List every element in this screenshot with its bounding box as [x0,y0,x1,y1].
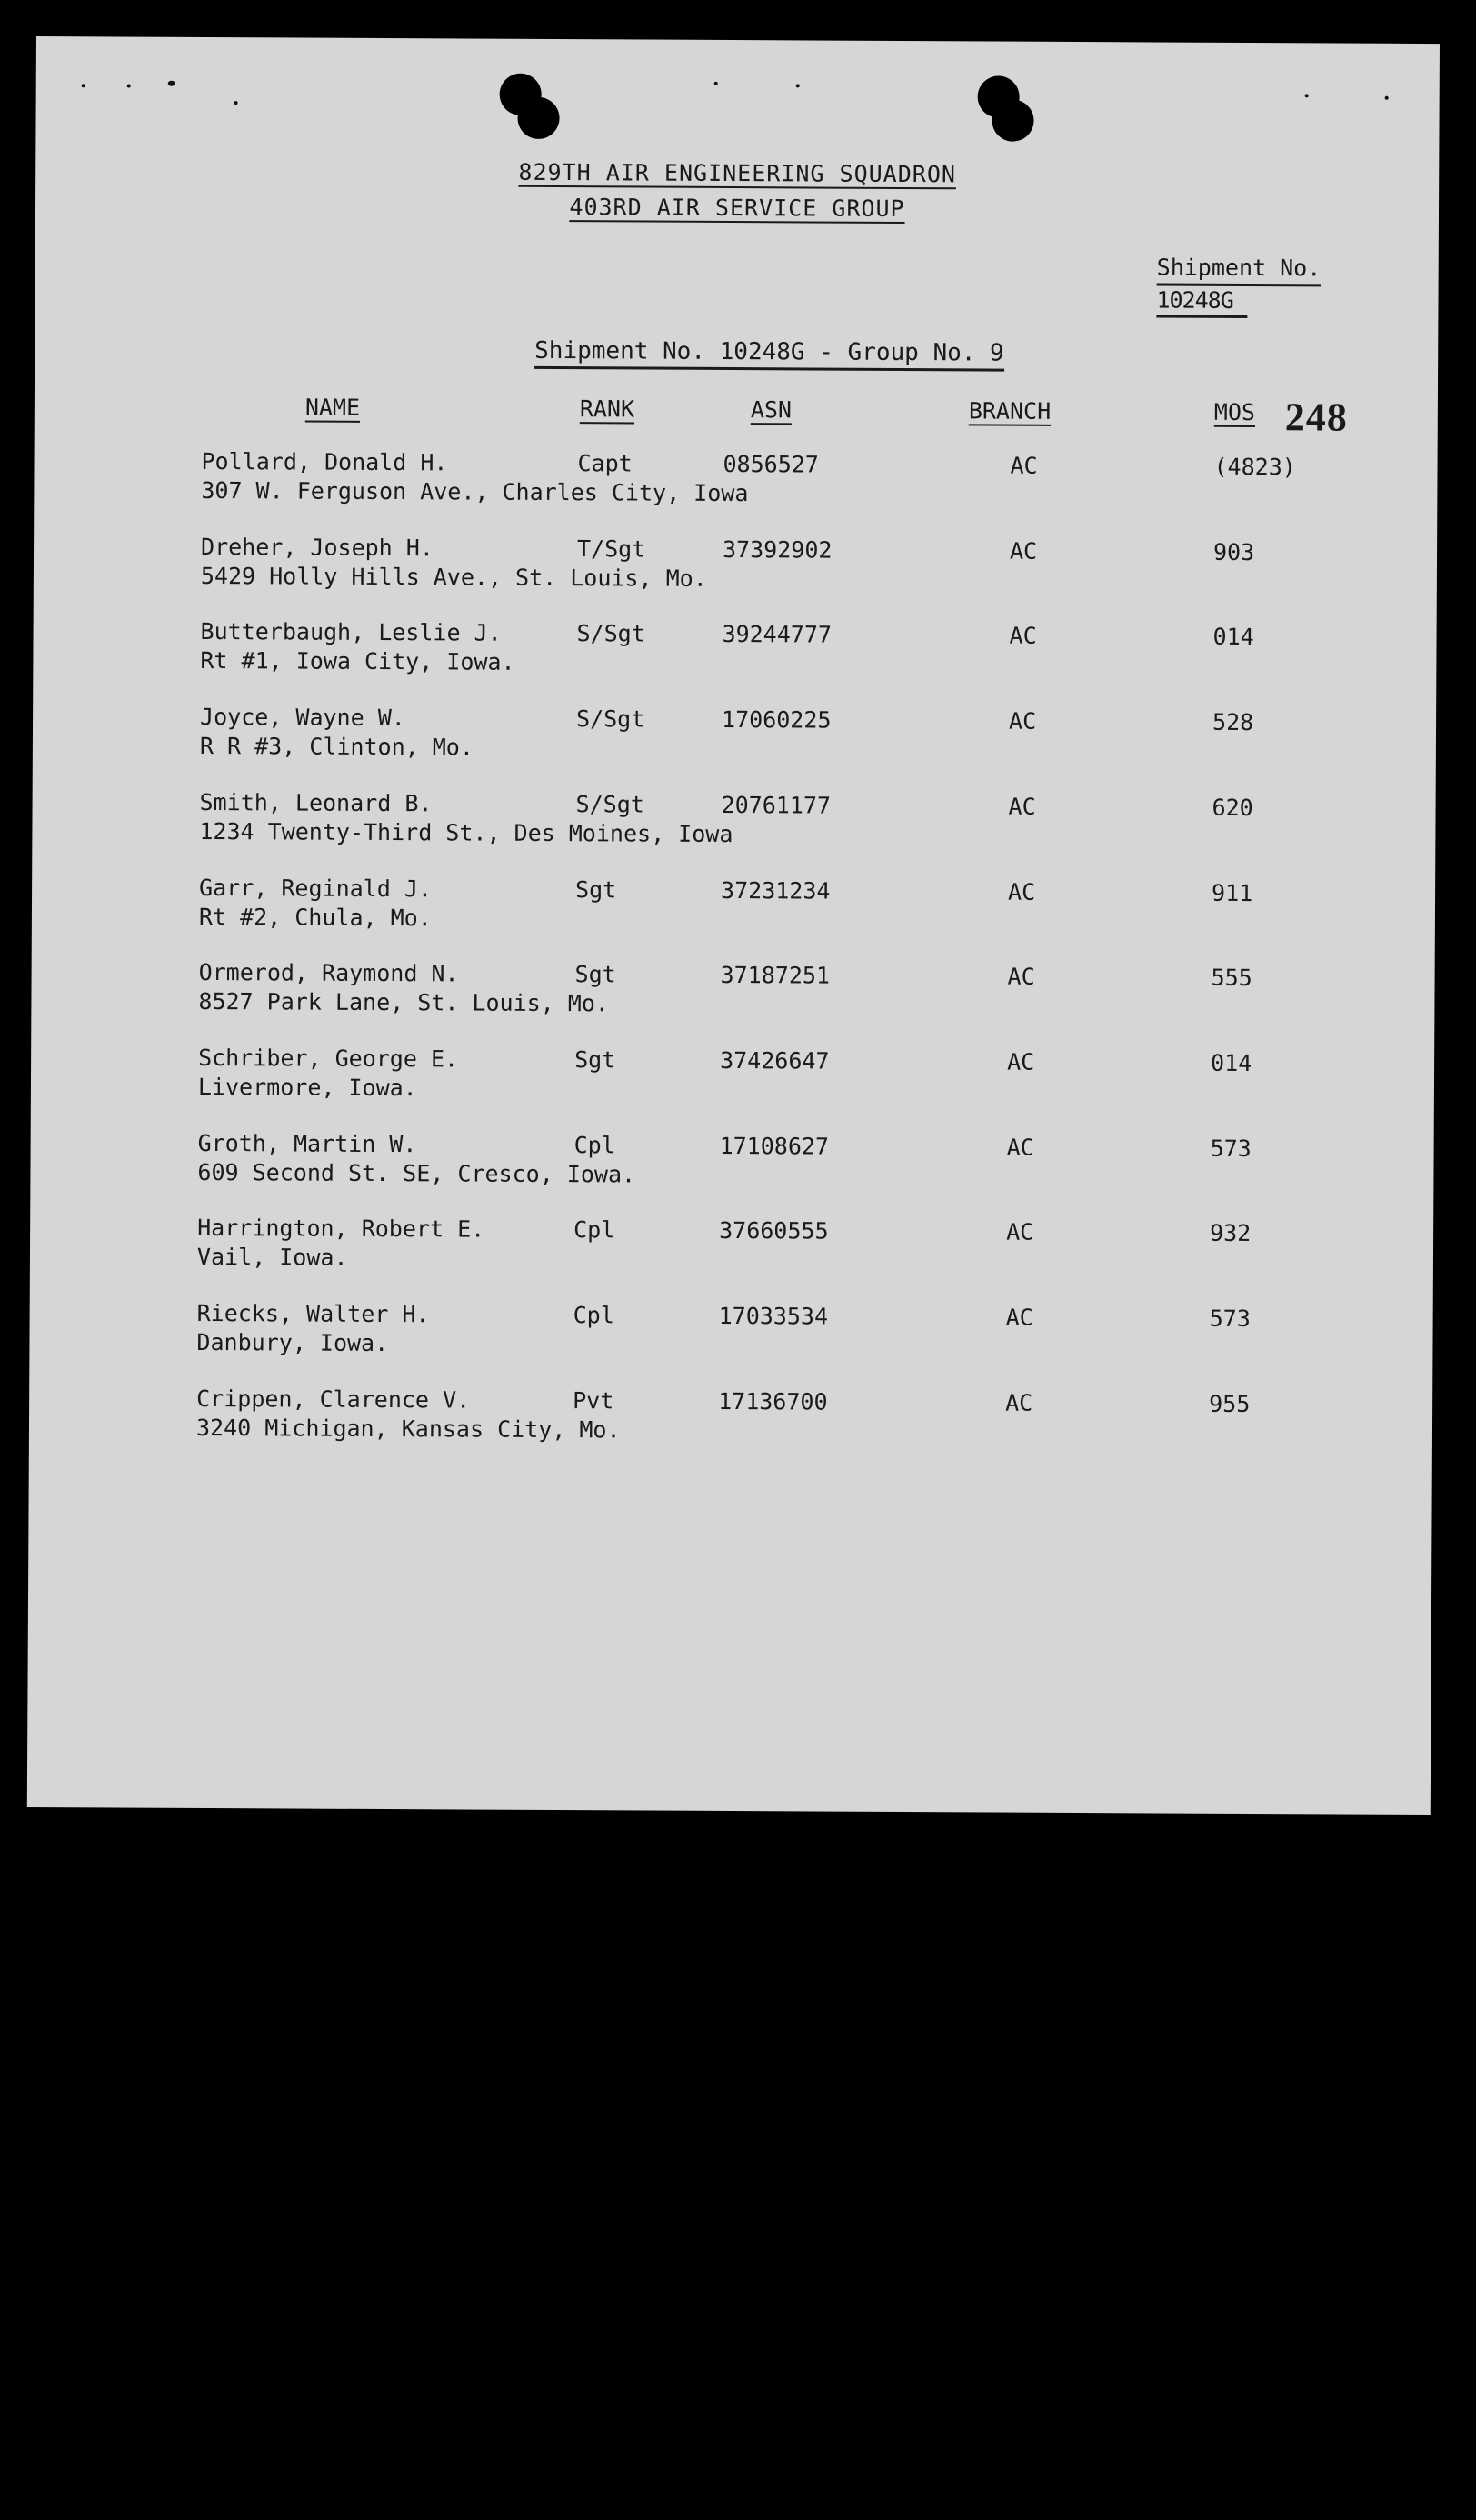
speck [127,85,131,88]
roster-row [33,703,1436,783]
roster-name: Ormerod, Raymond N. [198,959,459,987]
roster-row [31,1044,1434,1124]
roster-address: Livermore, Iowa. [197,1073,417,1102]
column-header-rank: RANK [579,395,635,423]
roster-address: Vail, Iowa. [196,1244,348,1272]
roster-asn: 20761177 [721,791,832,819]
roster-branch: AC [1005,1389,1033,1416]
roster-address: 609 Second St. SE, Cresco, Iowa. [197,1158,636,1188]
shipment-ref-label: Shipment No. [1157,253,1321,286]
roster-asn: 37660555 [719,1217,829,1245]
punch-hole-right-lower [992,100,1033,142]
roster-row [34,447,1437,527]
speck [82,84,85,87]
roster-row [31,958,1434,1038]
roster-asn: 17108627 [719,1132,830,1160]
roster-rank: Cpl [573,1216,615,1244]
roster-address: 1234 Twenty-Third St., Des Moines, Iowa [199,817,733,847]
roster-mos: 911 [1212,879,1253,906]
roster-name: Pollard, Donald H. [201,447,448,476]
squadron-title-text: 829TH AIR ENGINEERING SQUADRON [518,158,957,188]
squadron-title [35,156,1439,190]
roster-branch: AC [1007,1048,1035,1075]
roster-mos: 955 [1209,1390,1251,1417]
roster-row [33,617,1436,697]
roster-asn: 37426647 [720,1046,830,1075]
roster-branch: AC [1006,1134,1034,1161]
roster-branch: AC [1006,1218,1034,1246]
roster-asn: 37187251 [720,962,831,989]
roster-row [29,1385,1432,1465]
roster-rank: Cpl [573,1131,615,1158]
speck [234,101,238,105]
roster-asn: 17136700 [718,1387,828,1415]
roster-branch: AC [1010,452,1038,479]
column-header-mos: MOS [1213,398,1256,426]
roster-asn: 39244777 [722,621,833,648]
page-number: 248 [1284,395,1348,440]
roster-name: Harrington, Robert E. [197,1215,485,1243]
shipment-ref-number: 10248G [1156,285,1247,318]
roster-mos: 620 [1212,794,1253,821]
roster-rank: Sgt [575,875,617,903]
roster-mos: 932 [1210,1220,1252,1247]
document-page [27,36,1440,1815]
speck [796,84,800,87]
roster-row [30,1129,1433,1209]
roster-row [34,533,1437,613]
roster-rank: Sgt [574,1046,616,1074]
roster-mos: 014 [1211,1049,1252,1076]
roster-branch: AC [1007,963,1035,990]
roster-asn: 37392902 [722,535,833,564]
roster-rank: S/Sgt [575,790,644,818]
roster-address: 307 W. Ferguson Ave., Charles City, Iowa [201,476,749,507]
roster-branch: AC [1005,1304,1033,1331]
roster-address: Rt #1, Iowa City, Iowa. [200,647,515,676]
roster-rank: Sgt [574,961,616,988]
roster-branch: AC [1009,623,1037,650]
roster-name: Riecks, Walter H. [196,1299,430,1328]
roster-asn: 17060225 [721,706,832,734]
roster-name: Butterbaugh, Leslie J. [200,618,502,647]
roster-mos: 573 [1209,1305,1251,1333]
roster-mos: 555 [1211,964,1252,992]
roster-row [32,873,1435,953]
roster-name: Groth, Martin W. [197,1129,417,1157]
roster-asn: 17033534 [718,1302,829,1330]
roster-address: 5429 Holly Hills Ave., St. Louis, Mo. [200,562,707,592]
shipment-reference [1156,253,1321,318]
roster-name: Dreher, Joseph H. [200,533,434,561]
speck [168,81,175,86]
roster-mos: 573 [1210,1135,1252,1162]
roster-rank: S/Sgt [576,620,645,647]
roster-branch: AC [1008,878,1036,905]
roster-rank: T/Sgt [576,535,646,563]
roster-rank: S/Sgt [576,705,645,733]
roster-address: Rt #2, Chula, Mo. [198,903,432,931]
roster-name: Schriber, George E. [198,1044,459,1073]
roster-name: Smith, Leonard B. [199,788,433,817]
roster-mos: 528 [1212,708,1254,736]
roster-mos: 903 [1212,538,1255,565]
speck [714,82,718,85]
column-header-branch: BRANCH [968,397,1052,425]
column-header-name: NAME [304,394,361,421]
roster-rank: Cpl [573,1302,614,1329]
roster-address: R R #3, Clinton, Mo. [199,733,474,761]
speck [1305,94,1309,97]
roster-asn: 37231234 [721,876,831,905]
roster-branch: AC [1008,707,1037,735]
roster-rank: Capt [577,450,633,477]
punch-hole-left-lower [517,97,559,139]
roster-rank: Pvt [573,1386,614,1415]
roster-name: Garr, Reginald J. [199,874,433,902]
roster-mos: (4823) [1213,453,1296,481]
shipment-group-line: Shipment No. 10248G - Group No. 9 [534,337,1004,372]
roster-row [29,1299,1432,1379]
roster-address: Danbury, Iowa. [196,1328,389,1357]
roster-name: Crippen, Clarence V. [196,1385,471,1414]
roster-row [30,1214,1433,1294]
column-header-asn: ASN [750,396,793,424]
group-title-text: 403RD AIR SERVICE GROUP [569,194,905,223]
roster-branch: AC [1009,537,1038,565]
roster-mos: 014 [1212,624,1254,651]
roster-asn: 0856527 [723,450,819,478]
speck [1385,96,1389,100]
group-title [35,191,1439,225]
roster-row [32,788,1435,868]
roster-address: 8527 Park Lane, St. Louis, Mo. [198,988,610,1017]
roster-name: Joyce, Wayne W. [200,704,405,732]
roster-address: 3240 Michigan, Kansas City, Mo. [195,1414,621,1444]
roster-branch: AC [1008,793,1036,820]
